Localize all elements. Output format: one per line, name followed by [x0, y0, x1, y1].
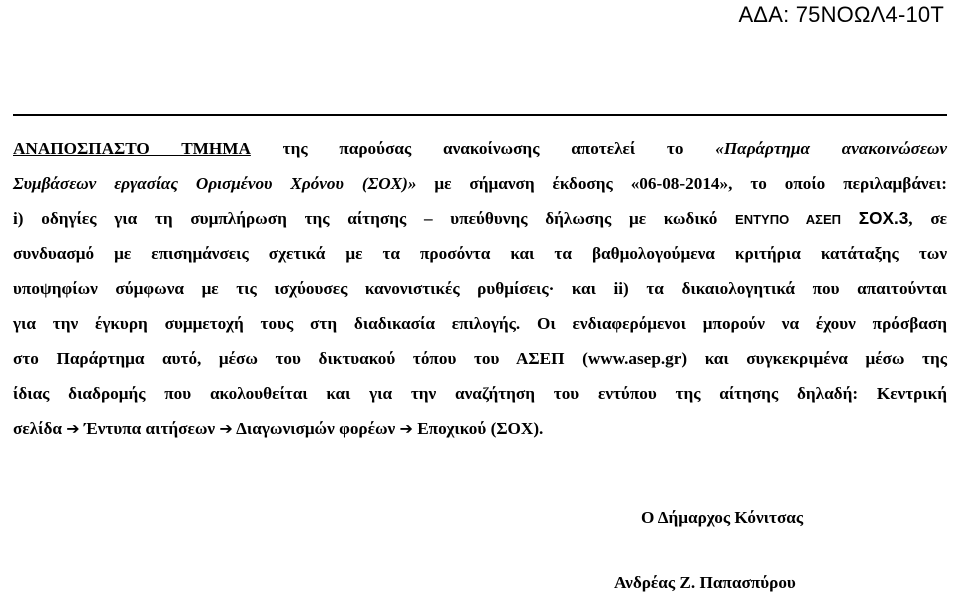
- arrow-right-icon: ➔: [66, 419, 80, 438]
- paragraph-line-1: ΑΝΑΠΟΣΠΑΣΤΟ ΤΜΗΜΑ της παρούσας ανακοίνωσης αποτελεί το «Παράρτημα ανακοινώσεων: [13, 139, 948, 158]
- top-rule: [13, 114, 947, 116]
- arrow-right-icon: ➔: [399, 419, 413, 438]
- annex-paragraph: [13, 131, 947, 446]
- paragraph-line-4: συνδυασμό με επισημάνσεις σχετικά με τα προσόντα και τα βαθμολογούμενα κριτήρια κατάταξης των: [13, 244, 947, 263]
- annex-heading: ΑΝΑΠΟΣΠΑΣΤΟ ΤΜΗΜΑ: [13, 139, 251, 158]
- ada-code: ΑΔΑ: 75ΝΟΩΛ4-10Τ: [738, 2, 944, 27]
- paragraph-line-3: i) οδηγίες για τη συμπλήρωση της αίτησης – υπεύθυνης δήλωσης με κωδικό ΕΝΤΥΠΟ ΑΣΕΠ ΣΟΧ.3, σε: [13, 208, 948, 228]
- paragraph-line-2: Συμβάσεων εργασίας Ορισμένου Χρόνου (ΣΟΧ)» με σήμανση έκδοσης «06-08-2014», το οποίο περιλαμβάνει:: [13, 174, 947, 193]
- signature-title: Ο Δήμαρχος Κόνιτσας: [641, 508, 804, 527]
- paragraph-line-6: για την έγκυρη συμμετοχή τους στη διαδικασία επιλογής. Οι ενδιαφερόμενοι μπορούν να έχουν πρόσβαση: [13, 314, 947, 333]
- paragraph-line-7: στο Παράρτημα αυτό, μέσω του δικτυακού τόπου του ΑΣΕΠ (www.asep.gr) και συγκεκριμένα μέσω της: [13, 349, 947, 368]
- paragraph-line-8: ίδιας διαδρομής που ακολουθείται και για την αναζήτηση του εντύπου της αίτησης δηλαδή: Κεντρική: [13, 384, 947, 403]
- path-step-2: Διαγωνισμών φορέων: [236, 419, 396, 438]
- signature-name: Ανδρέας Ζ. Παπασπύρου: [614, 573, 796, 592]
- paragraph-line-5: υποψηφίων σύμφωνα με τις ισχύουσες κανονιστικές ρυθμίσεις· και ii) τα δικαιολογητικά που απαιτούνται: [13, 279, 947, 298]
- arrow-right-icon: ➔: [219, 419, 233, 438]
- form-code: ΕΝΤΥΠΟ ΑΣΕΠ: [735, 212, 842, 227]
- paragraph-line-9: σελίδα ➔ Έντυπα αιτήσεων ➔ Διαγωνισμών φορέων ➔ Εποχικού (ΣΟΧ).: [13, 419, 544, 438]
